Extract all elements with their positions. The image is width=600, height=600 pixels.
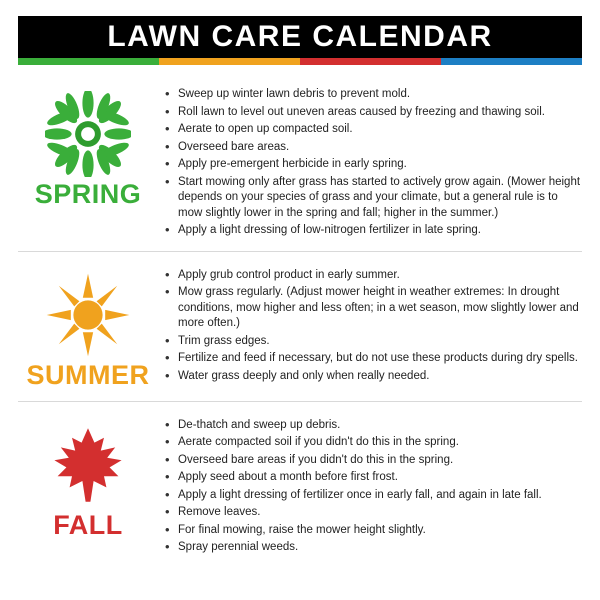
- color-bar-segment-blue: [441, 58, 582, 65]
- list-item: • Spray perennial weeds.: [164, 540, 582, 556]
- list-item: • Apply pre-emergent herbicide in early spring.: [164, 157, 582, 173]
- list-item: • For final mowing, raise the mower height slightly.: [164, 523, 582, 539]
- list-item: • Apply grub control product in early summer.: [164, 268, 582, 284]
- season-section-fall: [18, 401, 582, 568]
- page-title: LAWN CARE CALENDAR: [107, 20, 493, 53]
- season-icon-column-summer: [18, 266, 158, 391]
- flower-icon: [18, 91, 158, 177]
- task-list-summer: [164, 268, 582, 385]
- list-item: • Trim grass edges.: [164, 334, 582, 350]
- season-icon-column-fall: [18, 416, 158, 541]
- color-bar-segment-green: [18, 58, 159, 65]
- task-list-spring: [164, 87, 582, 239]
- list-item: • Apply seed about a month before first frost.: [164, 470, 582, 486]
- list-item: • Overseed bare areas.: [164, 140, 582, 156]
- task-list-fall: [164, 418, 582, 556]
- season-tasks-spring: [158, 85, 582, 241]
- season-label-summer: SUMMER: [26, 359, 150, 390]
- list-item: • Fertilize and feed if necessary, but do not use these products during dry spells.: [164, 351, 582, 367]
- season-label-spring: SPRING: [34, 179, 142, 209]
- list-item: • Mow grass regularly. (Adjust mower height in weather extremes: In drought conditions, mow higher and less often; in a wet season, mow slightly lower and more often.): [164, 285, 582, 332]
- seasons-list: [0, 65, 600, 568]
- list-item: • Start mowing only after grass has started to actively grow again. (Mower height depends on your species of grass and your climate, but a general rule is to mow slightly lower in the spring and fall; higher in the summer.): [164, 175, 582, 222]
- sun-icon: [18, 272, 158, 358]
- season-tasks-summer: [158, 266, 582, 387]
- list-item: • De-thatch and sweep up debris.: [164, 418, 582, 434]
- list-item: • Remove leaves.: [164, 505, 582, 521]
- season-section-spring: [18, 79, 582, 251]
- list-item: • Apply a light dressing of low-nitrogen fertilizer in late spring.: [164, 223, 582, 239]
- season-label-fall: FALL: [53, 509, 123, 540]
- list-item: • Aerate to open up compacted soil.: [164, 122, 582, 138]
- season-icon-column-spring: [18, 85, 158, 210]
- list-item: • Aerate compacted soil if you didn't do this in the spring.: [164, 435, 582, 451]
- list-item: • Overseed bare areas if you didn't do this in the spring.: [164, 453, 582, 469]
- header: [0, 0, 600, 65]
- maple-leaf-icon: [18, 422, 158, 508]
- title-bar: [18, 16, 582, 58]
- color-bar-segment-orange: [159, 58, 300, 65]
- list-item: • Sweep up winter lawn debris to prevent mold.: [164, 87, 582, 103]
- list-item: • Apply a light dressing of fertilizer once in early fall, and again in late fall.: [164, 488, 582, 504]
- season-section-summer: [18, 251, 582, 401]
- color-bar-segment-red: [300, 58, 441, 65]
- color-bar: [18, 58, 582, 65]
- list-item: • Roll lawn to level out uneven areas caused by freezing and thawing soil.: [164, 105, 582, 121]
- list-item: • Water grass deeply and only when really needed.: [164, 369, 582, 385]
- season-tasks-fall: [158, 416, 582, 558]
